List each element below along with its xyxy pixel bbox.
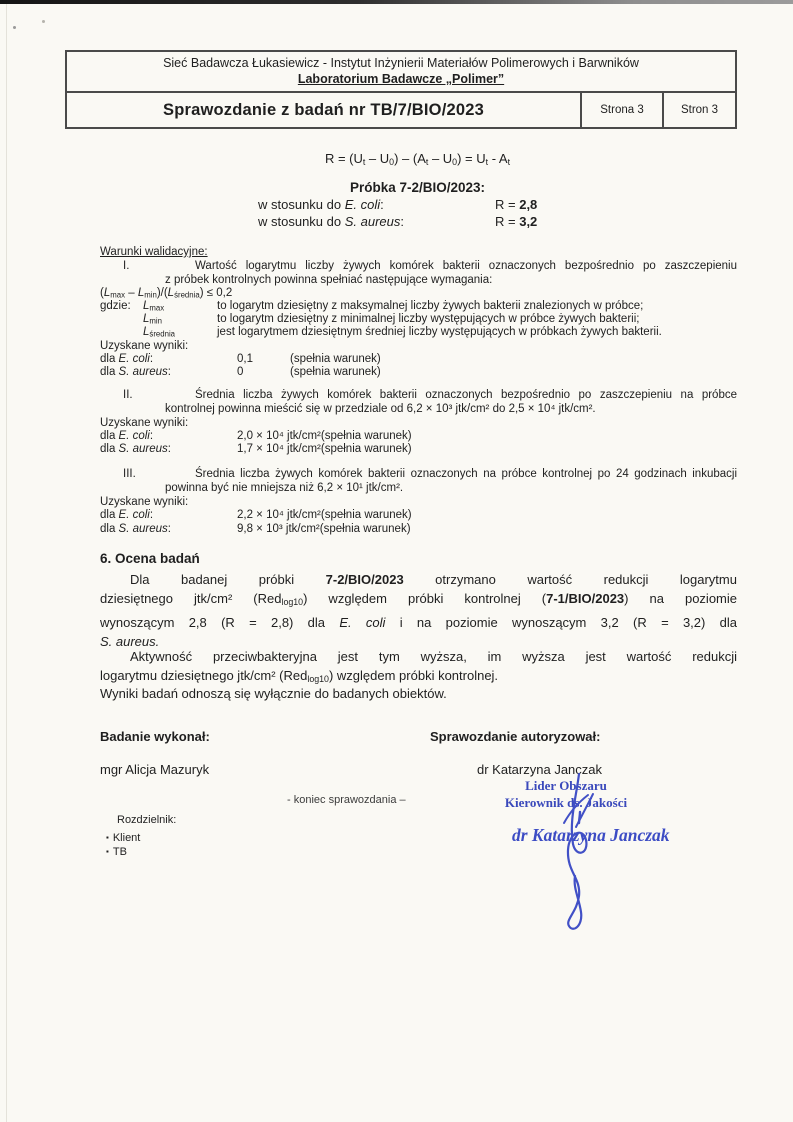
page-count-cell: Stron 3 — [662, 93, 735, 127]
result-note: (spełnia warunek) — [320, 443, 412, 455]
item-text: Średnia liczba żywych komórek bakterii oznaczonych bezpośrednio po zaszczepieniu na próbce kontrolnej powinna mieścić się w przedziale od 6,2 × 10³ jtk/cm² do 2,5 × 10⁴ jtk/cm². — [165, 389, 737, 415]
term-symbol: $L_{min}$ — [143, 313, 162, 326]
page-number-cell: Strona 3 — [580, 93, 662, 127]
result-label: dla E. coli: — [100, 353, 154, 365]
result-value: 9,8 × 10³ jtk/cm² — [237, 523, 320, 535]
reduction-formula: $R = (U_t - U_0) - (A_t - U_0) = U_t - A_t$ — [324, 151, 511, 167]
distribution-item-label: TB — [112, 846, 127, 858]
evaluation-paragraph-1: Dla badanej próbki 7-2/BIO/2023 otrzymano wartość redukcji logarytmu dziesiętnego jtk/cm² (Red$_{log10}$) względem próbki kontrolnej (7-1/BIO/2023) na poziomie wynoszącym 2,8 (R = 2,8) dla E. coli i na poziomie wynoszącym 3,2 (R = 3,2) dla S. aureus. — [100, 572, 737, 649]
result-row — [100, 509, 737, 523]
gdzie-label: gdzie: — [100, 300, 131, 312]
bullet-icon: ▪ — [106, 833, 109, 842]
item-number: I. — [123, 260, 130, 272]
term-symbol: $L_{max}$ — [143, 300, 165, 313]
institute-name: Sieć Badawcza Łukasiewicz - Instytut Inżynierii Materiałów Polimerowych i Barwników — [163, 56, 639, 70]
name-stamp: dr Katarzyna Janczak — [512, 825, 670, 845]
validation-item-3 — [100, 468, 737, 495]
results-heading: Uzyskane wyniki: — [100, 340, 189, 352]
distribution-item — [106, 831, 140, 845]
sample-row-label: w stosunku do E. coli: — [258, 197, 384, 212]
term-symbol: $L_{średnia}$ — [143, 326, 176, 339]
header-institute-cell — [67, 52, 735, 93]
distribution-item-label: Klient — [112, 832, 141, 844]
header-title-row — [67, 93, 735, 127]
result-label: dla S. aureus: — [100, 443, 171, 455]
result-label: dla S. aureus: — [100, 366, 171, 378]
scan-line-artifact — [6, 4, 7, 1122]
item-text: Średnia liczba żywych komórek bakterii oznaczonych na próbce kontrolnej po 24 godzinach inkubacji powinna być nie mniejsza niż 6,2 × 10¹ jtk/cm². — [165, 468, 737, 494]
performed-by-name: mgr Alicja Mazuryk — [100, 762, 210, 777]
result-value: 0 — [237, 366, 244, 378]
sample-heading: Próbka 7-2/BIO/2023: — [349, 180, 486, 195]
results-heading: Uzyskane wyniki: — [100, 417, 189, 429]
handwritten-signature — [535, 770, 625, 932]
definition-row — [100, 326, 737, 341]
sample-row-label: w stosunku do S. aureus: — [258, 214, 404, 229]
scan-speck — [13, 26, 16, 29]
result-value: 1,7 × 10⁴ jtk/cm² — [237, 443, 321, 455]
evaluation-heading: 6. Ocena badań — [100, 551, 200, 566]
performed-by-heading: Badanie wykonał: — [100, 729, 210, 744]
term-description: to logarytm dziesiętny z minimalnej liczby występujących w próbce żywych bakterii; — [217, 313, 640, 325]
result-note: (spełnia warunek) — [290, 353, 381, 365]
result-value: 2,0 × 10⁴ jtk/cm² — [237, 430, 321, 442]
scan-edge-artifact — [0, 0, 793, 4]
scan-speck — [42, 20, 45, 23]
result-value: 0,1 — [237, 353, 253, 365]
end-of-report-note: - koniec sprawozdania – — [287, 794, 406, 806]
distribution-heading: Rozdzielnik: — [117, 814, 177, 826]
result-label: dla S. aureus: — [100, 523, 171, 535]
result-row — [100, 430, 737, 444]
distribution-item — [106, 845, 140, 859]
term-description: jest logarytmem dziesiętnym średniej liczby występujących w próbkach żywych bakterii. — [217, 326, 662, 338]
result-row — [100, 366, 737, 380]
result-note: (spełnia warunek) — [319, 523, 411, 535]
result-note: (spełnia warunek) — [320, 430, 412, 442]
evaluation-paragraph-2: Aktywność przeciwbakteryjna jest tym wyższa, im wyższa jest wartość redukcji logarytmu dziesiętnego jtk/cm² (Red$_{log10}$) względem próbki kontrolnej. — [100, 649, 737, 685]
sample-row-value: R = 2,8 — [495, 197, 538, 212]
validation-heading: Warunki walidacyjne: — [100, 246, 208, 258]
scope-note: Wyniki badań odnoszą się wyłącznie do badanych obiektów. — [100, 686, 447, 701]
laboratory-name: Laboratorium Badawcze „Polimer” — [297, 72, 505, 86]
stamp-role-line-2: Kierownik ds. Jakości — [504, 794, 628, 810]
item-text: Wartość logarytmu liczby żywych komórek bakterii oznaczonych bezpośrednio po zaszczepieniu z próbek kontrolnych powinna spełniać następujące wymagania: — [165, 260, 737, 286]
bullet-icon: ▪ — [106, 847, 109, 856]
term-description: to logarytm dziesiętny z maksymalnej liczby żywych bakterii znalezionych w próbce; — [217, 300, 644, 312]
result-note: (spełnia warunek) — [320, 509, 412, 521]
report-title: Sprawozdanie z badań nr TB/7/BIO/2023 — [163, 100, 484, 119]
validation-item-1 — [100, 260, 737, 287]
gdzie-label — [100, 326, 143, 341]
result-row — [100, 353, 737, 367]
distribution-list — [106, 831, 140, 859]
item-number: II. — [123, 389, 133, 401]
result-row — [100, 443, 737, 457]
validation-item-2 — [100, 389, 737, 416]
authorized-by-heading: Sprawozdanie autoryzował: — [430, 729, 601, 744]
report-header-table — [65, 50, 737, 129]
result-value: 2,2 × 10⁴ jtk/cm² — [237, 509, 321, 521]
result-label: dla E. coli: — [100, 509, 154, 521]
results-heading: Uzyskane wyniki: — [100, 496, 189, 508]
validation-inequality: $(L_{max} - L_{min})/(L_{średnia}) \le 0,2$ — [100, 287, 233, 300]
item-number: III. — [123, 468, 136, 480]
result-note: (spełnia warunek) — [290, 366, 381, 378]
stamp-role-line-1: Lider Obszaru — [525, 778, 607, 793]
sample-row-value: R = 3,2 — [495, 214, 538, 229]
authorized-by-name: dr Katarzyna Janczak — [477, 762, 603, 777]
result-row — [100, 523, 737, 537]
result-label: dla E. coli: — [100, 430, 154, 442]
